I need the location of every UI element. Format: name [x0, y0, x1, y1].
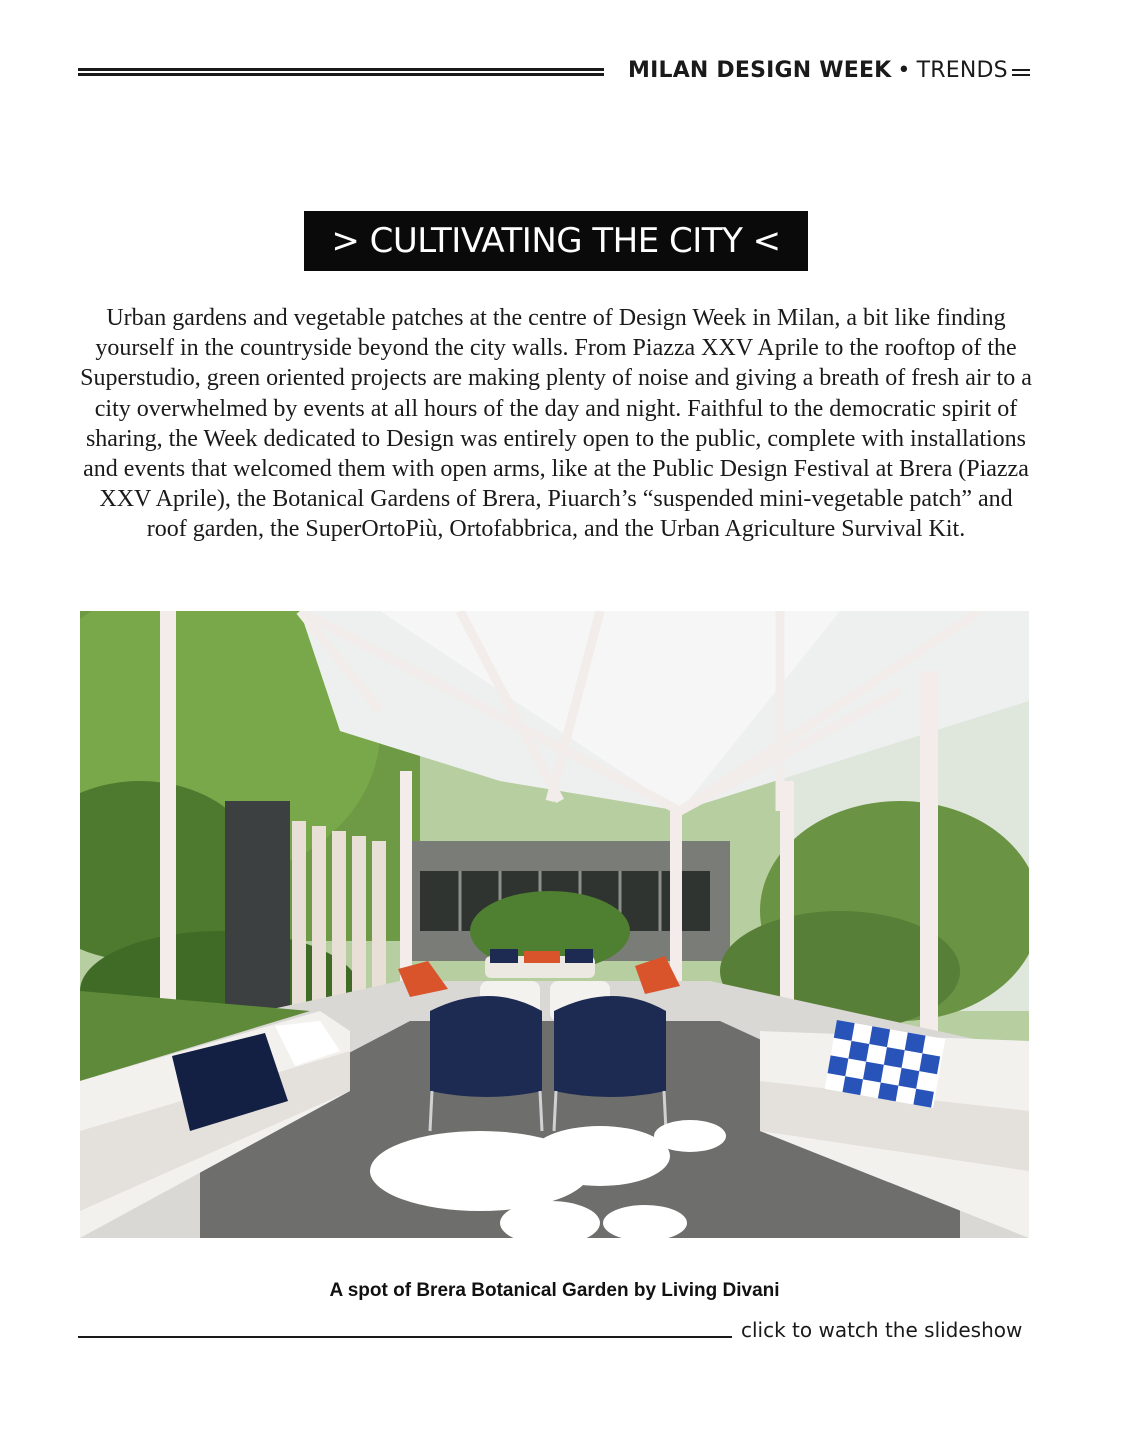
section-category: TRENDS [916, 58, 1008, 83]
section-header [628, 58, 1008, 88]
header-rule [78, 68, 604, 76]
section-name: MILAN DESIGN WEEK [628, 58, 892, 83]
header-end-rule [1012, 69, 1030, 76]
garden-illustration [80, 611, 1029, 1238]
photo-caption: A spot of Brera Botanical Garden by Living Divani [329, 1280, 780, 1301]
footer-rule [78, 1336, 732, 1338]
header-separator: • [897, 58, 911, 83]
article-body: Urban gardens and vegetable patches at the centre of Design Week in Milan, a bit like finding yourself in the countryside beyond the city walls. From Piazza XXV Aprile to the rooftop of the Superstudio, green oriented projects are making plenty of noise and giving a breath of fresh air to a city overwhelmed by events at all hours of the day and night. Faithful to the democratic spirit of sharing, the Week dedicated to Design was entirely open to the public, complete with installations and events that welcomed them with open arms, like at the Public Design Festival at Brera (Piazza XXV Aprile), the Botanical Gardens of Brera, Piuarch’s “suspended mini-vegetable patch” and roof garden, the SuperOrtoPiù, Ortofabbrica, and the Urban Agriculture Survival Kit. [80, 305, 1032, 543]
garden-photo [80, 611, 1029, 1238]
slideshow-link[interactable]: click to watch the slideshow [741, 1318, 1023, 1342]
article-title: > CULTIVATING THE CITY < [304, 211, 808, 271]
